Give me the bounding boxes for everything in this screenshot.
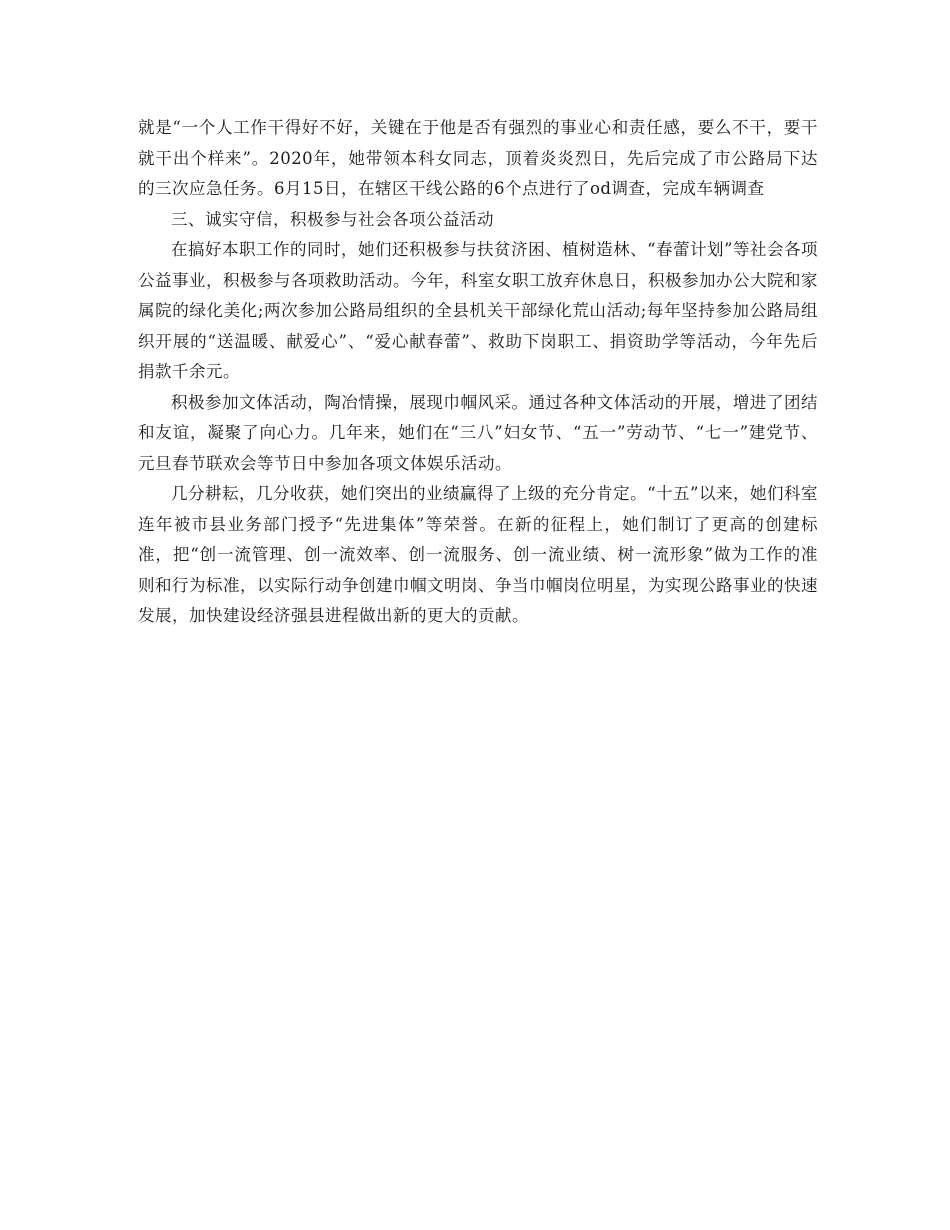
paragraph-public-welfare: 在搞好本职工作的同时，她们还积极参与扶贫济困、植树造林、“春蕾计划”等社会各项公益事业，积极参与各项救助活动。今年，科室女职工放弃休息日，积极参加办公大院和家属院的绿化美化;两次参加公路局组织的全县机关干部绿化荒山活动;每年坚持参加公路局组织开展的“送温暖、献爱心”、“爱心献春蕾”、救助下岗职工、捐资助学等活动，今年先后捐款千余元。 xyxy=(138,240,818,381)
document-body xyxy=(138,113,818,632)
paragraph-cultural-activities: 积极参加文体活动，陶冶情操，展现巾帼风采。通过各种文体活动的开展，增进了团结和友谊，凝聚了向心力。几年来，她们在“三八”妇女节、“五一”劳动节、“七一”建党节、元旦春节联欢会等节日中参加各项文体娱乐活动。 xyxy=(138,392,818,473)
section-heading: 三、诚实守信，积极参与社会各项公益活动 xyxy=(171,209,494,229)
paragraph-achievements: 几分耕耘，几分收获，她们突出的业绩赢得了上级的充分肯定。“十五”以来，她们科室连年被市县业务部门授予“先进集体”等荣誉。在新的征程上，她们制订了更高的创建标准，把“创一流管理、创一流效率、创一流服务、创一流业绩、树一流形象”做为工作的准则和行为标准，以实际行动争创建巾帼文明岗、争当巾帼岗位明星，为实现公路事业的快速发展，加快建设经济强县进程做出新的更大的贡献。 xyxy=(138,484,818,625)
paragraph-continuation: 就是“一个人工作干得好不好，关键在于他是否有强烈的事业心和责任感，要么不干，要干就干出个样来”。2020年，她带领本科女同志，顶着炎炎烈日，先后完成了市公路局下达的三次应急任务。6月15日，在辖区干线公路的6个点进行了od调查，完成车辆调查 xyxy=(138,118,818,198)
